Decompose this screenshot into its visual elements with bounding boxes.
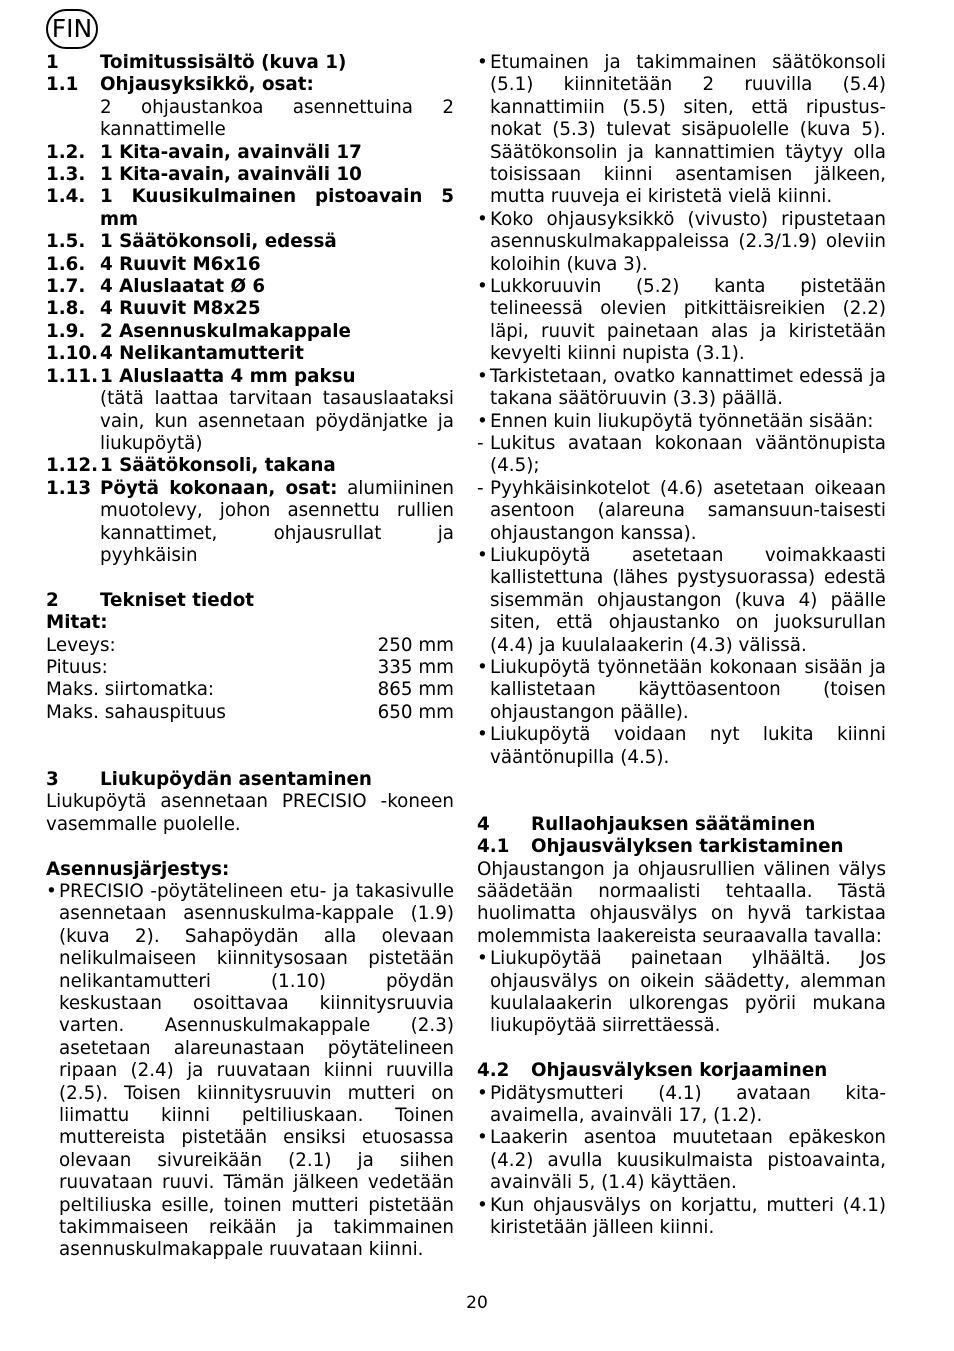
section-4-1-heading: 4.1 Ohjausvälyksen tarkistaminen: [477, 836, 844, 858]
item-1-7: 1.7. 4 Aluslaatat Ø 6: [46, 276, 266, 298]
spec-row: Leveys: 250 mm: [46, 634, 454, 656]
list-item: • Liukupöytää painetaan ylhäältä. Jos ohjausvälys on oikein säädetty, alemman kuulalaakerin ulkorengas pyörii mukana liukupöytää siirrettäessä.: [477, 948, 886, 1037]
list-item: • Koko ohjausyksikkö (vivusto) ripustetaan asennuskulmakappaleissa (2.3/1.9) oleviin koloihin (kuva 3).: [477, 208, 886, 275]
item-1-4: 1.4. 1 Kuusikulmainen pistoavain 5 mm: [46, 186, 454, 230]
list-item: • PRECISIO -pöytätelineen etu- ja takasivulle asennetaan asennuskulma-kappale (1.9) (kuva 2). Sahapöydän alla olevaan nelikulmaiseen kiinnitysosaan pistetään nelikantamutteri (1.10) pöydän keskustaan osoittavaa kiinnitysruuvia varten. Asennuskulmakappale (2.3) asetetaan alareunastaan pöytätelineen ripaan (2.4) ja ruuvataan kiinni ruuvilla (2.5). Toisen kiinnitysruuvin mutteri on liimattu kiinni peltiliuskaan. Toinen muttereista pistetään ensiksi etuosassa olevaan sivureikään (2.1) ja siihen ruuvataan ruuvi. Tämän jälkeen vedetään peltiliuska esille, toinen mutteri pistetään takimmaiseen reikään ja takimmainen asennuskulmakappale ruuvataan kiinni.: [46, 880, 454, 1261]
section-2-heading: 2 Tekniset tiedot: [46, 589, 255, 611]
section-3-intro: Liukupöytä asennetaan PRECISIO -koneen vasemmalle puolelle.: [46, 791, 454, 835]
item-1-3: 1.3. 1 Kita-avain, avainväli 10: [46, 164, 362, 186]
dash-item: - Lukitus avataan kokonaan vääntönupista (4.5);: [477, 432, 886, 477]
list-item: • Pidätysmutteri (4.1) avataan kita-avaimella, avainväli 17, (1.2).: [477, 1082, 886, 1127]
section-4-1-text: Ohjaustangon ja ohjausrullien välinen välys säädetään normaalisti tehtaalla. Tästä huolimatta ohjausvälys on hyvä tarkistaa molemmista laakereista seuraavalla tavalla:: [477, 858, 886, 947]
section-4-2-heading: 4.2 Ohjausvälyksen korjaaminen: [477, 1060, 828, 1082]
list-item: • Liukupöytä asetetaan voimakkaasti kallistettuna (lähes pystysuorassa) edestä sisemmän ohjaustangon (kuva 4) päälle siten, että ohjaustanko on juoksurullan (4.4) ja kuulalaakerin (4.3) välissä.: [477, 544, 886, 656]
dash-item: - Pyyhkäisinkotelot (4.6) asetetaan oikeaan asentoon (alareuna samansuun-taisesti ohjaustangon kanssa).: [477, 477, 886, 544]
item-1-5: 1.5. 1 Säätökonsoli, edessä: [46, 231, 337, 253]
list-item: • Liukupöytä työnnetään kokonaan sisään ja kallistetaan käyttöasentoon (toisen ohjaustangon päälle).: [477, 656, 886, 723]
section-4-heading: 4 Rullaohjauksen säätäminen: [477, 813, 816, 835]
item-1-6: 1.6. 4 Ruuvit M6x16: [46, 253, 261, 275]
list-item: • Tarkistetaan, ovatko kannattimet edessä ja takana säätöruuvin (3.3) päällä.: [477, 365, 886, 410]
item-1-2: 1.2. 1 Kita-avain, avainväli 17: [46, 141, 362, 163]
item-1-10: 1.10. 4 Nelikantamutterit: [46, 343, 304, 365]
item-1-1: 1.1 Ohjausyksikkö, osat: 2 ohjaustankoa asennettuina 2 kannattimelle: [46, 74, 454, 141]
spec-row: Maks. sahauspituus 650 mm: [46, 701, 454, 723]
section-1-heading: 1 Toimitussisältö (kuva 1): [46, 52, 347, 73]
item-1-13: 1.13 Pöytä kokonaan, osat: alumiininen muotolevy, johon asennettu rullien kannattimet, ohjausrullat ja pyyhkäisin: [46, 477, 454, 566]
list-item: • Laakerin asentoa muutetaan epäkeskon (4.2) avulla kuusikulmaista pistoavainta, avainväli 5, (1.4) käyttäen.: [477, 1127, 886, 1194]
spec-row: Maks. siirtomatka: 865 mm: [46, 679, 454, 701]
list-item: • Ennen kuin liukupöytä työnnetään sisään:: [477, 410, 874, 432]
item-1-8: 1.8. 4 Ruuvit M8x25: [46, 298, 261, 320]
right-column: [477, 52, 886, 1239]
list-item: • Liukupöytä voidaan nyt lukita kiinni vääntönupilla (4.5).: [477, 724, 886, 768]
mitat-label: Mitat:: [46, 612, 108, 634]
spec-row: Pituus: 335 mm: [46, 656, 454, 678]
list-item: • Etumainen ja takimmainen säätökonsoli (5.1) kiinnitetään 2 ruuvilla (5.4) kannattimiin (5.5) siten, että ripustus-nokat (5.3) tulevat sisäpuolelle (kuva 5). Säätökonsolin ja kannattimien täytyy olla toisissaan kiinni asentamisen jälkeen, mutta ruuveja ei kiristetä vielä kiinni.: [477, 52, 886, 208]
section-3-heading: 3 Liukupöydän asentaminen: [46, 768, 372, 790]
installation-order-heading: Asennusjärjestys:: [46, 858, 230, 880]
page-number: 20: [466, 1293, 488, 1313]
language-badge: FIN: [46, 9, 98, 49]
item-1-11: 1.11. 1 Aluslaatta 4 mm paksu (tätä laattaa tarvitaan tasauslaataksi vain, kun asennetaan pöydänjatke ja liukupöytä): [46, 365, 454, 454]
left-column: [46, 52, 454, 1262]
item-1-9: 1.9. 2 Asennuskulmakappale: [46, 320, 351, 342]
list-item: • Lukkoruuvin (5.2) kanta pistetään telineessä olevien pitkittäisreikien (2.2) läpi, ruuvit painetaan alas ja kiristetään kevyelti kiinni nupista (3.1).: [477, 276, 886, 365]
item-1-12: 1.12. 1 Säätökonsoli, takana: [46, 455, 336, 477]
list-item: • Kun ohjausvälys on korjattu, mutteri (4.1) kiristetään jälleen kiinni.: [477, 1194, 886, 1239]
